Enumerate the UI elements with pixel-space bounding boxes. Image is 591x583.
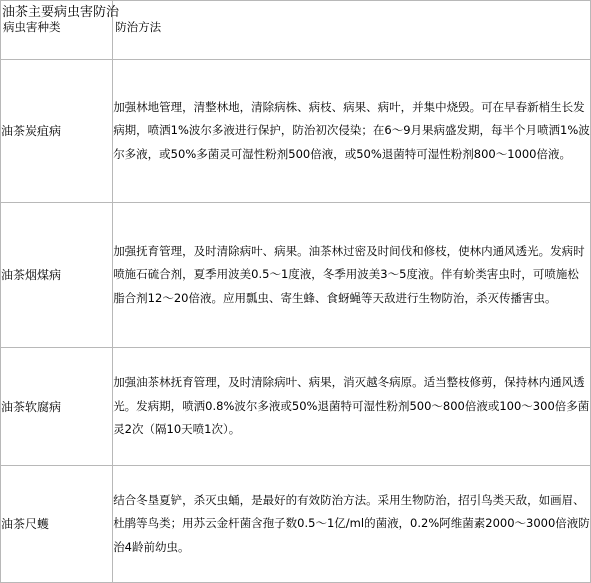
document-title: 油茶主要病虫害防治 (2, 5, 120, 20)
pest-name-cell: 油茶软腐病 (1, 348, 113, 466)
control-method-cell: 加强林地管理，清整林地，清除病株、病枝、病果、病叶，并集中烧毁。可在早春新梢生长发病期，喷洒1%波尔多液进行保护，防治初次侵染；在6～9月果病盛发期，每半个月喷洒1%波尔多液，或50%多菌灵可湿性粉剂500倍液，或50%退菌特可湿性粉剂800～1000倍液。 (113, 60, 591, 203)
pest-name-cell: 油茶炭疽病 (1, 60, 113, 203)
pest-name-cell: 油茶尺蠖 (1, 466, 113, 583)
header-pest-type: 病虫害种类 (3, 20, 61, 34)
header-method: 防治方法 (115, 20, 162, 34)
pest-name-cell: 油茶烟煤病 (1, 203, 113, 348)
table-row (1, 466, 591, 583)
control-method-cell: 加强油茶林抚育管理，及时清除病叶、病果，消灭越冬病原。适当整枝修剪，保持林内通风透光。发病期，喷洒0.8%波尔多液或50%退菌特可湿性粉剂500～800倍液或100～300倍多菌灵2次（隔10天喷1次）。 (113, 348, 591, 466)
control-method-cell: 加强抚育管理，及时清除病叶、病果。油茶林过密及时间伐和修枝，使林内通风透光。发病时喷施石硫合剂，夏季用波美0.5～1度液，冬季用波美3～5度液。伴有蚧类害虫时，可喷施松脂合剂12～20倍液。应用瓢虫、寄生蜂、食蚜蝇等天敌进行生物防治，杀灭传播害虫。 (113, 203, 591, 348)
header-cell-method (113, 1, 591, 60)
table-row (1, 348, 591, 466)
control-method-cell: 结合冬垦夏铲，杀灭虫蛹，是最好的有效防治方法。采用生物防治，招引鸟类天敌，如画眉、杜鹃等鸟类；用苏云金杆菌含孢子数0.5～1亿/ml的菌液，0.2%阿维菌素2000～3000倍液防治4龄前幼虫。 (113, 466, 591, 583)
table-row (1, 203, 591, 348)
table-row (1, 60, 591, 203)
